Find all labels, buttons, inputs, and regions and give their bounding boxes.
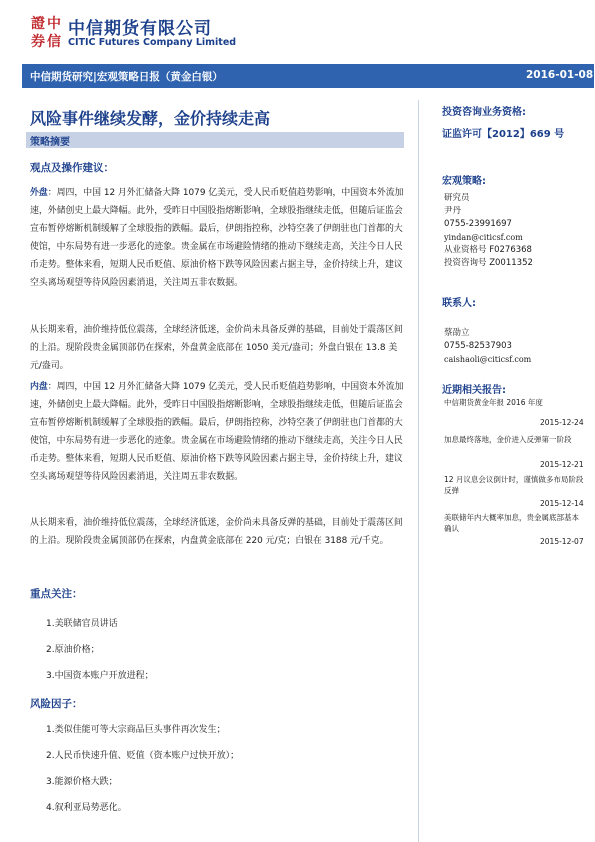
paragraph-domestic-longterm: 从长期来看，油价维持低位震荡，全球经济低迷，金价尚未具备反弹的基础，目前处于震荡区间的上沿。现阶段贵金属顶部仍在探索，内盘黄金底部在 220 元/克；白银在 3188 元/千克。: [30, 518, 403, 546]
risk-item: 2.人民币快速升值、贬值（资本账户过快开放）；: [46, 751, 240, 761]
viewpoint-heading: 观点及操作建议：: [30, 162, 114, 174]
citic-logo: [30, 12, 64, 50]
recent-reports-heading: 近期相关报告:: [442, 385, 506, 396]
contact-phone: 0755-82537903: [444, 341, 512, 351]
contact-email[interactable]: caishaoli@citicsf.com: [444, 355, 532, 364]
qualification-license: 证监许可【2012】669 号: [442, 129, 565, 140]
paragraph-foreign-market: [30, 184, 404, 292]
svg-text:證: 證: [31, 16, 45, 32]
risk-heading: 风险因子：: [30, 698, 83, 710]
svg-text:信: 信: [47, 34, 61, 50]
report-link[interactable]: 加息最终落地，金价进入反弹第一阶段: [444, 435, 572, 444]
focus-item: 3.中国资本账户开放进程；: [46, 671, 154, 681]
report-date: 2015-12-24: [540, 418, 584, 427]
analyst-name: 尹丹: [444, 206, 462, 216]
foreign-label: 外盘: [30, 188, 48, 198]
focus-item: 2.原油价格；: [46, 645, 100, 655]
domestic-label: 内盘: [30, 382, 48, 392]
focus-heading: 重点关注：: [30, 588, 83, 600]
macro-strategy-heading: 宏观策略:: [442, 176, 486, 187]
focus-item: 1.美联储官员讲话: [46, 619, 118, 629]
risk-item: 1.类似佳能可等大宗商品巨头事件再次发生；: [46, 725, 226, 735]
contact-name: 蔡劭立: [444, 328, 470, 338]
report-date: 2016-01-08: [526, 69, 594, 81]
strategy-summary-label: 策略摘要: [30, 137, 70, 148]
company-name-en: CITIC Futures Company Limited: [68, 37, 237, 48]
analyst-phone: 0755-23991697: [444, 219, 512, 229]
paragraph-foreign-longterm: 从长期来看，油价维持低位震荡，全球经济低迷，金价尚未具备反弹的基础，目前处于震荡区间的上沿。现阶段贵金属顶部仍在探索，外盘黄金底部在 1050 美元/盎司；外盘白银在 13.8 美元/盎司。: [30, 325, 403, 371]
report-date: 2015-12-14: [540, 499, 584, 508]
strategy-bar: [26, 132, 404, 148]
domestic-text: ：周四，中国 12 月外汇储备大降 1079 亿美元，受人民币贬值趋势影响，中国资本外流加速，外储创史上最大降幅。此外，受昨日中国股指熔断影响，全球股指继续走低，但随后证监会宣布暂停熔断机制缓解了全球股指的跌幅。最后，伊朗指控称，沙特空袭了伊朗驻也门首都的大使馆，中东局势有进一步恶化的迹象。贵金属在市场避险情绪的推动下继续走高，关注今日人民币走势。整体来看，短期人民币贬值、原油价格下跌等风险因素占据主导，金价持续上升，建议空头离场观望等待风险因素消退，关注周五非农数据。: [30, 382, 404, 482]
risk-item: 4.叙利亚局势恶化。: [46, 803, 127, 813]
report-series-title: 中信期货研究|宏观策略日报（黄金白银）: [30, 71, 223, 83]
report-link[interactable]: 美联储年内大概率加息，贵金属底部基本确认: [444, 513, 579, 533]
contact-heading: 联系人:: [442, 298, 476, 309]
svg-text:券: 券: [31, 34, 45, 50]
analyst-role: 研究员: [444, 193, 470, 203]
foreign-text: ：周四，中国 12 月外汇储备大降 1079 亿美元，受人民币贬值趋势影响，中国资本外流加速，外储创史上最大降幅。此外，受昨日中国股指熔断影响，全球股指继续走低，但随后证监会宣布暂停熔断机制缓解了全球股指的跌幅。最后，伊朗指控称，沙特空袭了伊朗驻也门首都的大使馆，中东局势有进一步恶化的迹象。贵金属在市场避险情绪的推动下继续走高，关注今日人民币走势。整体来看，短期人民币贬值、原油价格下跌等风险因素占据主导，金价持续上升，建议空头离场观望等待风险因素消退，关注周五非农数据。: [30, 188, 404, 288]
report-link[interactable]: 中信期货黄金年报 2016 年度: [444, 398, 543, 407]
risk-item: 3.能源价格大跌；: [46, 777, 118, 787]
qualification-heading: 投资咨询业务资格:: [442, 107, 526, 118]
report-title: 风险事件继续发酵，金价持续走高: [30, 109, 271, 128]
company-name-cn: 中信期货有限公司: [68, 19, 212, 39]
report-date: 2015-12-21: [540, 460, 584, 469]
analyst-invest-number: 投资咨询号 Z0011352: [444, 258, 533, 268]
report-link[interactable]: 12 月议息会议倒计时，谨慎做多布局阶段反弹: [444, 475, 584, 495]
svg-text:中: 中: [47, 16, 61, 32]
column-divider: [418, 100, 419, 842]
report-date: 2015-12-07: [540, 537, 584, 546]
analyst-cert-number: 从业资格号 F0276368: [444, 245, 532, 255]
analyst-email[interactable]: yindan@citicsf.com: [444, 233, 523, 242]
paragraph-domestic-market: [30, 378, 404, 486]
